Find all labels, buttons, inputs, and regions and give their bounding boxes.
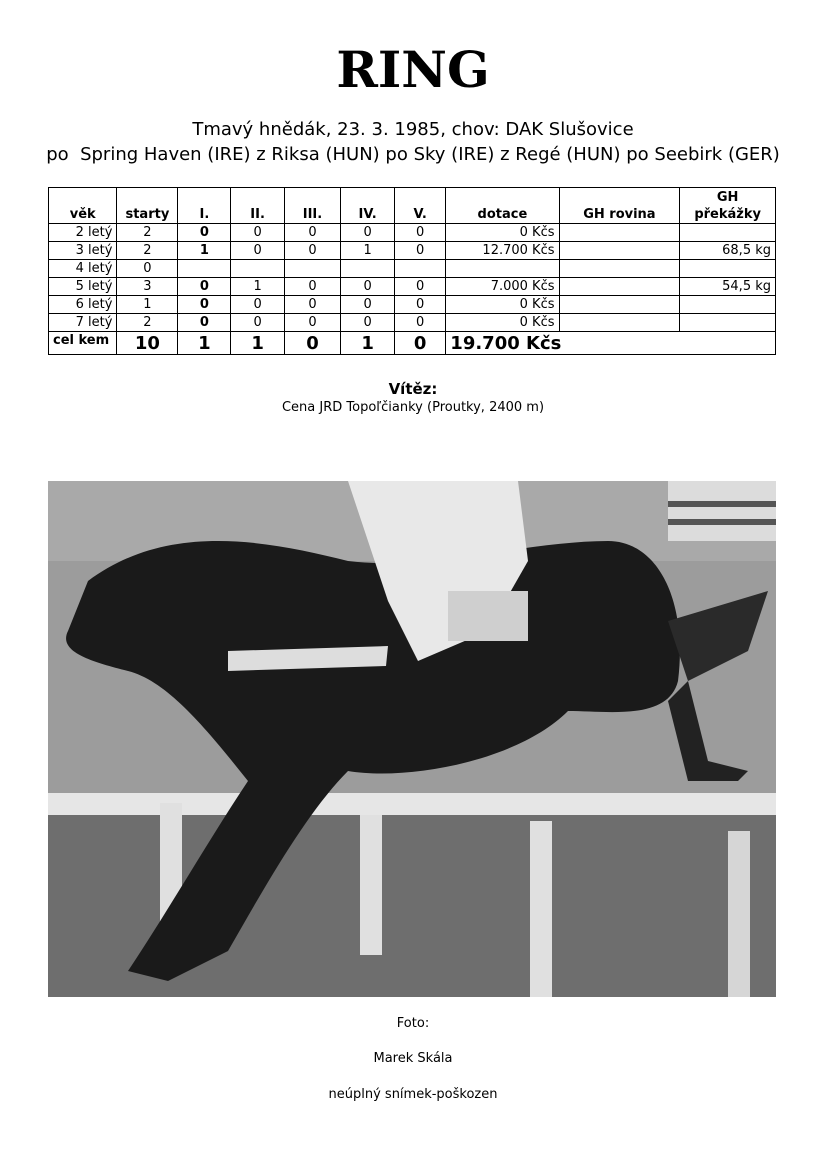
cell-fifth: 0 (394, 242, 445, 260)
cell-prize: 0 Kčs (446, 296, 559, 314)
cell-age: 4 letý (49, 260, 117, 278)
table-row (49, 242, 776, 260)
table-row (49, 296, 776, 314)
cell-first: 0 (178, 296, 231, 314)
cell-gh-jumps: 54,5 kg (680, 278, 776, 296)
cell-third: 0 (284, 296, 341, 314)
cell-fifth: 0 (394, 296, 445, 314)
table-row (49, 224, 776, 242)
horse-jumping-photo (48, 481, 776, 997)
cell-fifth: 0 (394, 278, 445, 296)
cell-prize: 0 Kčs (446, 224, 559, 242)
winner-race: Cena JRD Topoľčianky (Proutky, 2400 m) (281, 400, 545, 415)
horse-description: Tmavý hnědák, 23. 3. 1985, chov: DAK Slušovice (192, 119, 634, 140)
cell-gh-jumps (680, 296, 776, 314)
cell-fourth: 1 (341, 242, 395, 260)
cell-fifth (394, 260, 445, 278)
header-first: I. (178, 188, 231, 224)
cell-gh-flat (559, 242, 680, 260)
cell-prize (446, 260, 559, 278)
total-label: cel kem (49, 332, 117, 355)
header-fourth: IV. (341, 188, 395, 224)
cell-fifth: 0 (394, 224, 445, 242)
cell-fourth: 0 (341, 296, 395, 314)
table-row (49, 278, 776, 296)
total-fourth: 1 (341, 332, 395, 355)
cell-starts: 1 (117, 296, 178, 314)
header-third: III. (284, 188, 341, 224)
cell-fifth: 0 (394, 314, 445, 332)
cell-fourth: 0 (341, 314, 395, 332)
table-total-row (49, 332, 776, 355)
horse-name-title: RING (336, 40, 490, 99)
cell-starts: 3 (117, 278, 178, 296)
cell-second: 0 (231, 314, 284, 332)
total-starts: 10 (117, 332, 178, 355)
cell-gh-jumps (680, 224, 776, 242)
cell-third: 0 (284, 278, 341, 296)
header-prize-money: dotace (446, 188, 559, 224)
cell-second: 0 (231, 224, 284, 242)
cell-gh-flat (559, 278, 680, 296)
cell-fourth: 0 (341, 278, 395, 296)
cell-first: 0 (178, 278, 231, 296)
cell-starts: 2 (117, 314, 178, 332)
cell-age: 2 letý (49, 224, 117, 242)
table-header-row (49, 188, 776, 224)
cell-gh-flat (559, 314, 680, 332)
header-fifth: V. (394, 188, 445, 224)
header-starts: starty (117, 188, 178, 224)
cell-gh-jumps (680, 314, 776, 332)
header-second: II. (231, 188, 284, 224)
cell-age: 3 letý (49, 242, 117, 260)
total-first: 1 (178, 332, 231, 355)
cell-gh-flat (559, 224, 680, 242)
header-age: věk (49, 188, 117, 224)
cell-second (231, 260, 284, 278)
total-third: 0 (284, 332, 341, 355)
cell-gh-jumps: 68,5 kg (680, 242, 776, 260)
cell-first: 1 (178, 242, 231, 260)
horse-pedigree: po Spring Haven (IRE) z Riksa (HUN) po Sky (IRE) z Regé (HUN) po Seebirk (GER) (46, 144, 780, 165)
photo-credit-label: Foto: (396, 1016, 430, 1031)
cell-gh-flat (559, 296, 680, 314)
cell-second: 1 (231, 278, 284, 296)
cell-age: 5 letý (49, 278, 117, 296)
cell-first: 0 (178, 314, 231, 332)
cell-second: 0 (231, 242, 284, 260)
cell-gh-flat (559, 260, 680, 278)
header-gh-flat: GH rovina (559, 188, 680, 224)
race-stats-table (48, 187, 776, 355)
winner-heading: Vítěz: (388, 380, 438, 398)
table-row (49, 260, 776, 278)
cell-age: 6 letý (49, 296, 117, 314)
cell-third (284, 260, 341, 278)
cell-starts: 0 (117, 260, 178, 278)
table-row (49, 314, 776, 332)
photo-note: neúplný snímek-poškozen (328, 1087, 498, 1102)
total-prize: 19.700 Kčs (446, 332, 776, 355)
cell-age: 7 letý (49, 314, 117, 332)
photographer-name: Marek Skála (373, 1051, 453, 1066)
header-gh-jumps: GH překážky (680, 188, 776, 224)
cell-third: 0 (284, 224, 341, 242)
cell-first (178, 260, 231, 278)
cell-prize: 0 Kčs (446, 314, 559, 332)
total-fifth: 0 (394, 332, 445, 355)
cell-prize: 12.700 Kčs (446, 242, 559, 260)
cell-prize: 7.000 Kčs (446, 278, 559, 296)
cell-third: 0 (284, 314, 341, 332)
cell-fourth (341, 260, 395, 278)
cell-fourth: 0 (341, 224, 395, 242)
cell-first: 0 (178, 224, 231, 242)
cell-third: 0 (284, 242, 341, 260)
cell-starts: 2 (117, 242, 178, 260)
cell-starts: 2 (117, 224, 178, 242)
total-second: 1 (231, 332, 284, 355)
cell-gh-jumps (680, 260, 776, 278)
cell-second: 0 (231, 296, 284, 314)
